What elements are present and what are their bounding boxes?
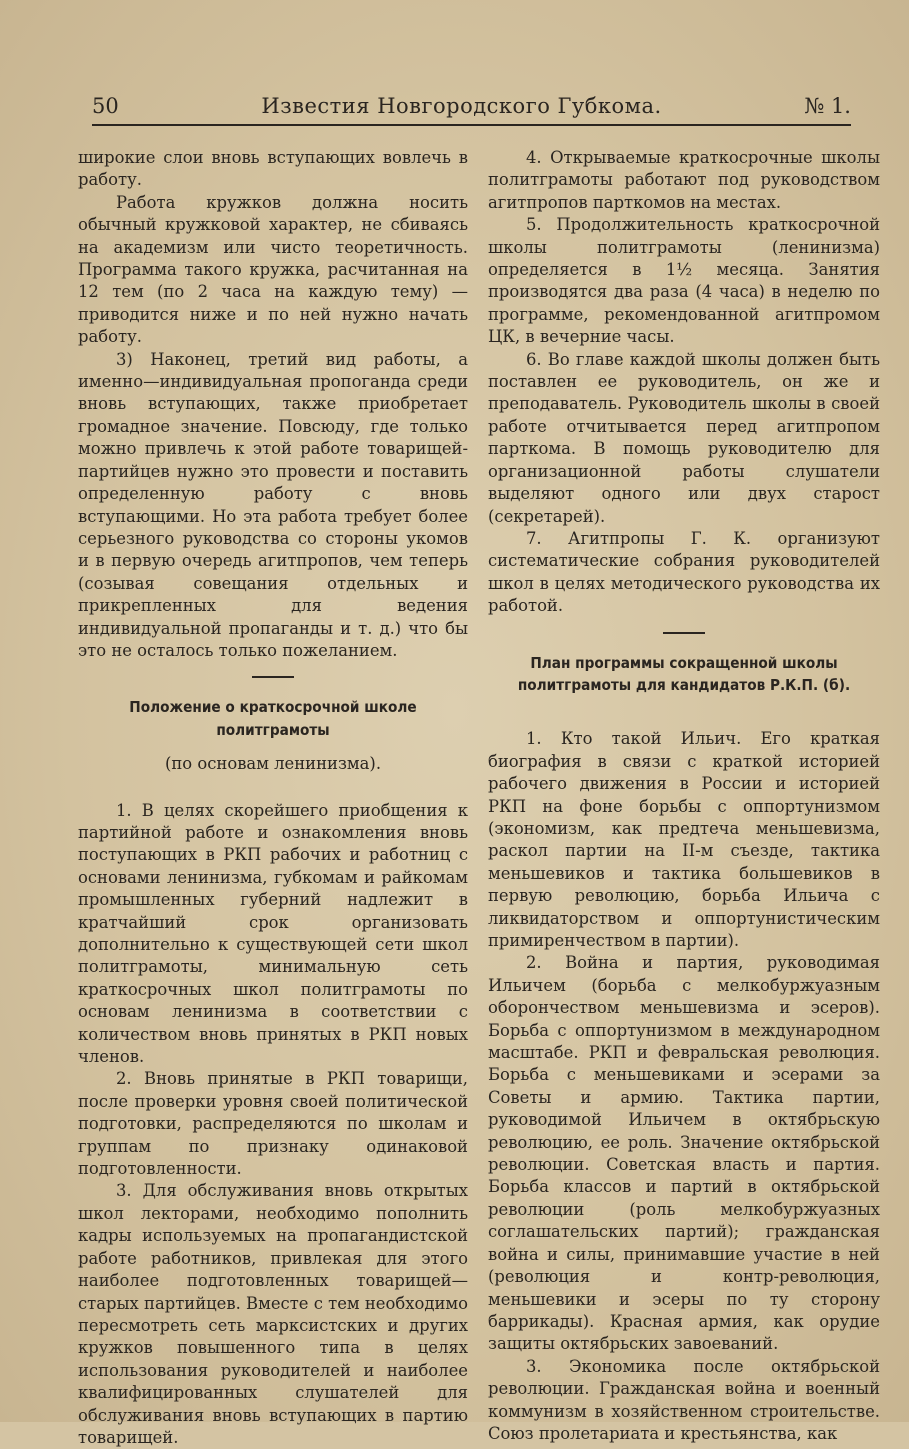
section-heading-program-plan: План программы сокращенной школы политграмоты для кандидатов Р.К.П. (б).	[517, 653, 851, 694]
regulation-item-4: 4. Открываемые краткосрочные школы политграмоты работают под руководством агитпропов парткомов на местах.	[488, 148, 880, 212]
regulation-item-3: 3. Для обслуживания вновь открытых школ лекторами, необходимо пополнить кадры используемых на пропагандистской работе работников, привлекая для этого наиболее подготовленных товарищей—старых партийцев. Вместе с тем необходимо пересмотреть сеть марксистских и других кружков повышенного типа в целях использования руководителей и наиболее квалифицированных слушателей для обслуживания вновь вступающих в партию товарищей.	[78, 1181, 468, 1447]
regulation-item-7: 7. Агитпропы Г. К. организуют систематические собрания руководителей школ в целях методического руководства их работой.	[488, 528, 880, 616]
spacer	[488, 708, 880, 728]
paragraph-individual-propaganda: 3) Наконец, третий вид работы, а именно—индивидуальная пропоганда среди вновь вступающих, также приобретает громадное значение. Повсюду, где только можно привлечь к этой работе товарищей-партийцев нужно это провести и поставить определенную работу с вновь вступающими. Но эта работа требует более серьезного руководства со стороны укомов и в первую очередь агитпропов, чем теперь (созывая совещания отдельных и прикрепленных для ведения индивидуальной пропаганды и т. д.) что бы это не осталось только пожеланием.	[78, 349, 468, 660]
right-column	[488, 147, 880, 1445]
regulation-item-2: 2. Вновь принятые в РКП товарищи, после проверки уровня своей политической подготовки, распределяются по школам и группам по признаку одинаковой подготовленности.	[78, 1069, 468, 1179]
section-divider	[663, 632, 705, 634]
issue-number: № 1.	[804, 94, 851, 118]
regulation-item-6: 6. Во главе каждой школы должен быть поставлен ее руководитель, он же и преподаватель. Руководитель школы в своей работе отчитывается перед агитпропом парткома. В помощь руководителю для организационной работы слушатели выделяют одного или двух старост (секретарей).	[488, 349, 880, 526]
section-subheading: (по основам ленинизма).	[164, 754, 382, 774]
regulation-item-5: 5. Продолжительность краткосрочной школы политграмоты (ленинизма) определяется в 1½ месяца. Занятия производятся два раза (4 часа) в неделю по программе, рекомендованной агитпромом ЦК, в вечерние часы.	[488, 215, 880, 347]
journal-title: Известия Новгородского Губкома.	[261, 94, 662, 118]
paragraph-circles: Работа кружков должна носить обычный кружковой характер, не сбиваясь на академизм или чисто теоретичность. Программа такого кружка, расчитанная на 12 тем (по 2 часа на каждую тему) — приводится ниже и по ней нужно начать работу.	[78, 192, 468, 347]
page-header	[92, 92, 851, 126]
page-number: 50	[92, 94, 119, 118]
paragraph-continuation: широкие слои вновь вступающих вовлечь в работу.	[78, 148, 468, 190]
plan-item-1: 1. Кто такой Ильич. Его краткая биография в связи с краткой историей рабочего движения в России и историей РКП на фоне борьбы с оппортунизмом (экономизм, как предтеча меньшевизма, раскол партии на II-м съезде, тактика меньшевиков и тактика большевиков в первую революцию, борьба Ильича с ликвидаторством и оппортунистическим примиренчеством в партии).	[488, 729, 880, 950]
plan-item-3: 3. Экономика после октябрьской революции. Гражданская война и военный коммунизм в хозяйственном строительстве. Союз пролетариата и крестьянства, как	[488, 1356, 880, 1443]
section-heading-school-regulation: Положение о краткосрочной школе политграмоты	[129, 698, 417, 739]
regulation-item-1: 1. В целях скорейшего приобщения к партийной работе и ознакомления вновь поступающих в РКП рабочих и работниц с основами ленинизма, губкомам и райкомам промышленных губерний надлежит в кратчайший срок организовать дополнительно к существующей сети школ политграмоты, минимальную сеть краткосрочных школ политграмоты по основам ленинизма в соответствии с количеством вновь принятых в РКП новых членов.	[78, 800, 468, 1067]
plan-item-2: 2. Война и партия, руководимая Ильичем (борьба с мелкобуржуазным оборончеством меньшевизма и эсеров). Борьба с оппортунизмом в международном масштабе. РКП и февральская революция. Борьба с меньшевиками и эсерами за Советы и армию. Тактика партии, руководимой Ильичем в октябрьскую революцию, ее роль. Значение октябрьской революции. Советская власть и партия. Борьба классов и партий в октябрьской революции (роль мелкобуржуазных соглашательских партий); гражданская война и силы, принимавшие участие в ней (революция и контр-революция, меньшевики и эсеры по ту сторону баррикады). Красная армия, как орудие защиты октябрьских завоеваний.	[488, 953, 880, 1354]
left-column	[78, 147, 468, 1449]
section-divider	[252, 676, 294, 678]
